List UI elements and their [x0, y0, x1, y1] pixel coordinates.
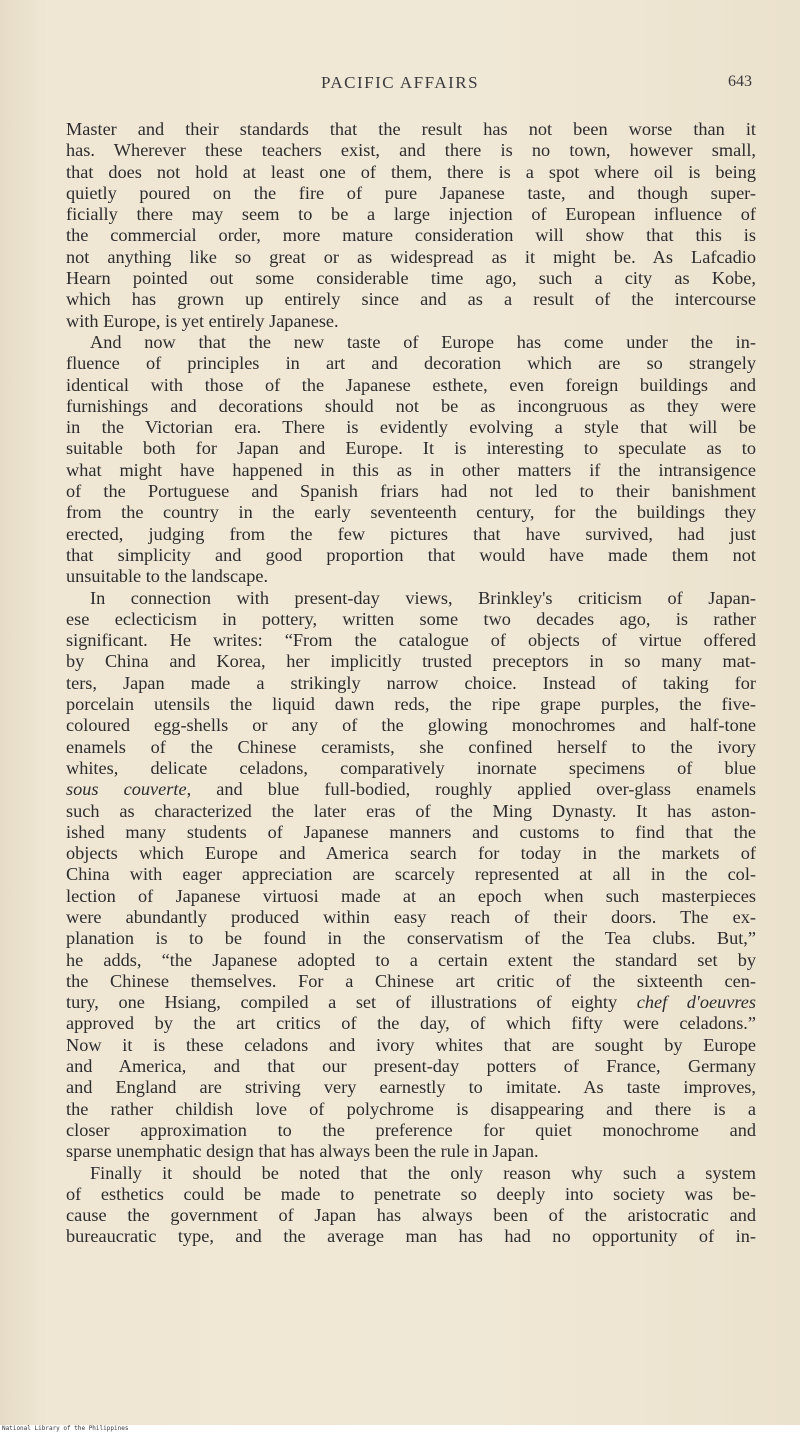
text-line: In connection with present-day views, Brinkley's criticism of Japan-: [90, 587, 756, 608]
italic-term: chef d'oeuvres: [636, 992, 756, 1013]
text-line: of esthetics could be made to penetrate so deeply into society was be-: [66, 1183, 756, 1204]
text-line: in the Victorian era. There is evidently evolving a style that will be: [66, 417, 756, 438]
text-line: planation is to be found in the conservatism of the Tea clubs. But,”: [66, 928, 756, 949]
text-line: And now that the new taste of Europe has come under the in-: [90, 331, 756, 352]
text-line: the Chinese themselves. For a Chinese art critic of the sixteenth cen-: [66, 970, 756, 991]
text-line: lection of Japanese virtuosi made at an epoch when such masterpieces: [66, 885, 756, 906]
text-line: Master and their standards that the result has not been worse than it: [66, 119, 756, 139]
text-line: China with eager appreciation are scarcely represented at all in the col-: [66, 864, 756, 885]
text-line: furnishings and decorations should not be as incongruous as they were: [66, 395, 756, 416]
text-line: such as characterized the later eras of the Ming Dynasty. It has aston-: [66, 800, 756, 821]
library-watermark: National Library of the Philippines: [2, 1425, 129, 1432]
running-head-title: PACIFIC AFFAIRS: [320, 73, 480, 92]
text-line: of the Portuguese and Spanish friars had not led to their banishment: [66, 481, 756, 502]
text-line: ese eclecticism in pottery, written some two decades ago, is rather: [66, 608, 756, 629]
text-line: Finally it should be noted that the only reason why such a system: [90, 1162, 756, 1183]
text-line: sous couverte, and blue full-bodied, roughly applied over-glass enamels: [66, 779, 756, 800]
text-line: the rather childish love of polychrome is disappearing and there is a: [66, 1098, 756, 1119]
text-line: Hearn pointed out some considerable time ago, such a city as Kobe,: [66, 268, 756, 289]
page-number: 643: [728, 73, 752, 90]
text-line: identical with those of the Japanese esthete, even foreign buildings and: [66, 374, 756, 395]
text-line: the commercial order, more mature consideration will show that this is: [66, 225, 756, 246]
text-line: whites, delicate celadons, comparatively inornate specimens of blue: [66, 757, 756, 778]
footer-strip: [0, 1425, 800, 1433]
text-line: quietly poured on the fire of pure Japanese taste, and though super-: [66, 182, 756, 203]
text-line: what might have happened in this as in other matters if the intransigence: [66, 459, 756, 480]
italic-term: sous couverte: [66, 779, 187, 800]
text-line: which has grown up entirely since and as a result of the intercourse: [66, 289, 756, 310]
text-line: were abundantly produced within easy reach of their doors. The ex-: [66, 906, 756, 927]
text-line: closer approximation to the preference for quiet monochrome and: [66, 1119, 756, 1140]
text-line: porcelain utensils the liquid dawn reds, the ripe grape purples, the five-: [66, 694, 756, 715]
body-text: [66, 119, 756, 1248]
text-line: approved by the art critics of the day, of which fifty were celadons.”: [66, 1013, 756, 1034]
text-line: not anything like so great or as widespread as it might be. As Lafcadio: [66, 246, 756, 267]
text-line: cause the government of Japan has always been of the aristocratic and: [66, 1205, 756, 1226]
text-line: ters, Japan made a strikingly narrow choice. Instead of taking for: [66, 672, 756, 693]
text-line: and England are striving very earnestly to imitate. As taste improves,: [66, 1077, 756, 1098]
text-line: suitable both for Japan and Europe. It is interesting to speculate as to: [66, 438, 756, 459]
text-line: that simplicity and good proportion that would have made them not: [66, 544, 756, 565]
text-line: objects which Europe and America search for today in the markets of: [66, 843, 756, 864]
text-line: unsuitable to the landscape.: [66, 566, 269, 587]
text-line: he adds, “the Japanese adopted to a certain extent the standard set by: [66, 949, 756, 970]
text-line: sparse unemphatic design that has always been the rule in Japan.: [66, 1141, 539, 1162]
text-line: bureaucratic type, and the average man has had no opportunity of in-: [66, 1226, 756, 1247]
text-line: with Europe, is yet entirely Japanese.: [66, 310, 339, 331]
text-line: ished many students of Japanese manners and customs to find that the: [66, 821, 756, 842]
text-line: significant. He writes: “From the catalogue of objects of virtue offered: [66, 630, 756, 651]
text-line: by China and Korea, her implicitly trusted preceptors in so many mat-: [66, 651, 756, 672]
text-line: Now it is these celadons and ivory whites that are sought by Europe: [66, 1034, 756, 1055]
text-line: and America, and that our present-day potters of France, Germany: [66, 1056, 756, 1077]
text-line: coloured egg-shells or any of the glowing monochromes and half-tone: [66, 715, 756, 736]
text-line: from the country in the early seventeenth century, for the buildings they: [66, 502, 756, 523]
running-head: [0, 73, 800, 97]
text-line: enamels of the Chinese ceramists, she confined herself to the ivory: [66, 736, 756, 757]
text-line: fluence of principles in art and decoration which are so strangely: [66, 353, 756, 374]
text-line: ficially there may seem to be a large injection of European influence of: [66, 204, 756, 225]
text-line: tury, one Hsiang, compiled a set of illustrations of eighty chef d'oeuvres: [66, 992, 756, 1013]
text-line: erected, judging from the few pictures that have survived, had just: [66, 523, 756, 544]
text-line: that does not hold at least one of them, there is a spot where oil is being: [66, 161, 756, 182]
text-line: has. Wherever these teachers exist, and there is no town, however small,: [66, 140, 756, 161]
